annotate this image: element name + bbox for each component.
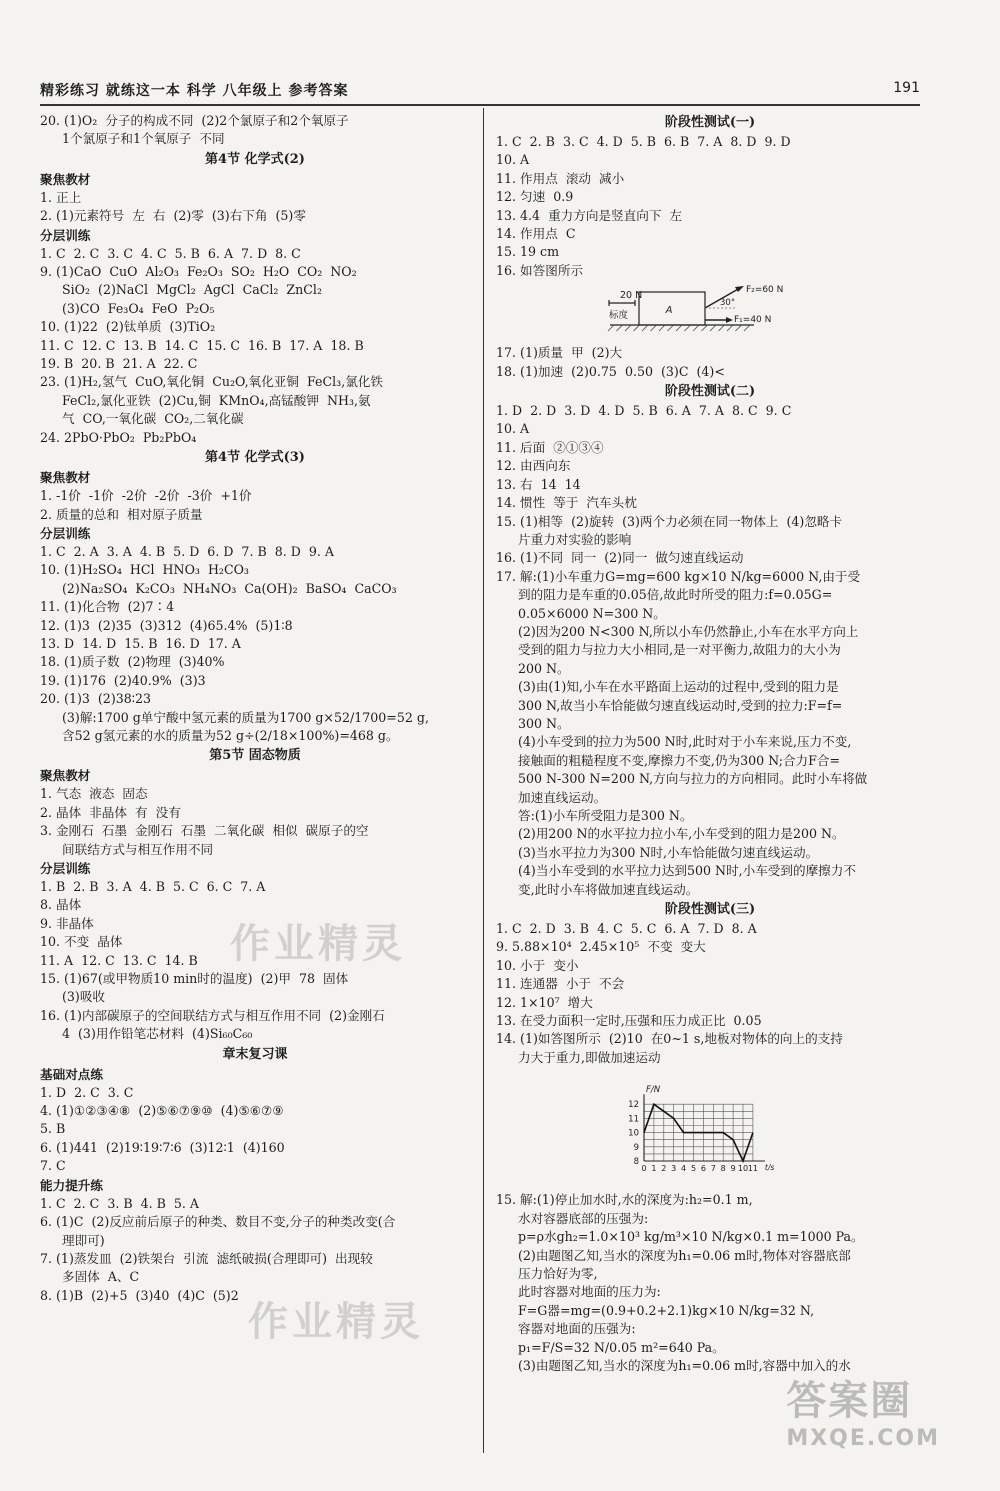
section-title: 阶段性测试(三) xyxy=(664,902,756,918)
answer-line: 答:(1)小车所受阻力是300 N。 xyxy=(518,808,693,823)
section-title: 第4节 化学式(2) xyxy=(205,151,305,167)
answer-line: 9. 非晶体 xyxy=(40,915,94,931)
page-number: 191 xyxy=(893,80,920,96)
answer-line: 18. (1)加速 (2)0.75 0.50 (3)C (4)< xyxy=(496,363,725,379)
answer-line: 10. A xyxy=(496,421,530,437)
answer-line: 300 N,故当小车恰能做匀速直线运动时,受到的拉力:F=f= xyxy=(518,697,843,713)
chart-svg xyxy=(496,1067,924,1191)
answer-line: 7. C xyxy=(40,1158,66,1174)
answer-line: 16. (1)不同 同一 (2)同一 做匀速直线运动 xyxy=(496,550,744,566)
ground-hatch xyxy=(668,325,674,331)
subsection-label: 聚焦教材 xyxy=(40,171,91,187)
chart-x-tick: 6 xyxy=(700,1164,706,1174)
answer-line: 20. (1)3 (2)38∶23 xyxy=(40,691,152,707)
ground-hatch xyxy=(719,325,725,331)
answer-line: SiO₂ (2)NaCl MgCl₂ AgCl CaCl₂ ZnCl₂ xyxy=(62,282,323,298)
answer-line: 加速直线运动。 xyxy=(518,789,607,805)
answer-line: 500 N-300 N=200 N,方向与拉力的方向相同。此时小车将做 xyxy=(518,771,868,787)
answer-line: 12. 1×10⁷ 增大 xyxy=(496,994,593,1010)
answer-line: 1个氯原子和1个氧原子 不同 xyxy=(62,131,225,147)
answer-line: 11. C 12. C 13. B 14. C 15. C 16. B 17. A 18. B xyxy=(40,337,364,353)
answer-line: 10. A xyxy=(496,152,530,168)
answer-line: 1. C 2. B 3. C 4. D 5. B 6. B 7. A 8. D 9. D xyxy=(496,134,791,149)
chart-x-tick: 7 xyxy=(710,1164,716,1174)
force-f2-label: F₂=60 N xyxy=(746,285,784,296)
answer-line: 15. 解:(1)停止加水时,水的深度为:h₂=0.1 m, xyxy=(496,1192,753,1208)
header-title: 精彩练习 就练这一本 科学 八年级上 参考答案 xyxy=(40,83,349,99)
section-title: 第4节 化学式(3) xyxy=(205,450,305,466)
answer-line: p₁=F/S=32 N/0.05 m²=640 Pa。 xyxy=(518,1339,725,1355)
answer-line: 15. (1)67(或甲物质10 min时的温度) (2)甲 78 固体 xyxy=(40,971,349,987)
block-a-label: A xyxy=(665,305,673,317)
answer-line: 含52 g氢元素的水的质量为52 g÷(2/18×100%)=468 g。 xyxy=(62,727,399,743)
force-f2-head xyxy=(735,286,744,292)
answer-line: 理即可) xyxy=(62,1232,105,1248)
angle-label: 30° xyxy=(720,298,736,309)
answer-line: 14. 作用点 C xyxy=(496,226,576,242)
answer-line: 1. D 2. C 3. C xyxy=(40,1084,134,1100)
column-divider xyxy=(483,108,484,1453)
answer-line: F=G器=mg=(0.9+0.2+2.1)kg×10 N/kg=32 N, xyxy=(518,1302,815,1318)
ground-hatch xyxy=(608,325,614,331)
answer-line: 1. C 2. C 3. B 4. B 5. A xyxy=(40,1195,199,1211)
answer-line: 接触面的粗糙程度不变,摩擦力不变,仍为300 N;合力F合= xyxy=(518,752,841,768)
ground-hatch xyxy=(702,325,708,331)
chart-y-tick: 8 xyxy=(633,1157,639,1168)
left-column xyxy=(40,112,470,1305)
answer-line: 力大于重力,即做加速运动 xyxy=(518,1049,661,1065)
answer-line: 0.05×6000 N=300 N。 xyxy=(518,605,666,621)
chart-x-tick: 4 xyxy=(681,1164,687,1174)
chart-x-tick: 0 xyxy=(641,1164,647,1174)
logo-main: 答案圈 xyxy=(786,1378,913,1424)
answer-line: 11. 后面 ②①③④ xyxy=(496,439,604,455)
force-diagram xyxy=(496,280,924,344)
ground-hatch xyxy=(727,325,733,331)
chart-x-tick: 11 xyxy=(747,1164,758,1174)
section-title: 第5节 固态物质 xyxy=(209,748,301,764)
ground-hatch xyxy=(659,325,665,331)
answer-line: 多固体 A、C xyxy=(62,1269,140,1285)
answer-line: 3. 金刚石 石墨 金刚石 石墨 二氧化碳 相似 碳原子的空 xyxy=(40,823,369,839)
answer-line: 14. (1)如答图所示 (2)10 在0~1 s,地板对物体的向上的支持 xyxy=(496,1031,843,1047)
scale-label: 标度 xyxy=(609,310,629,322)
answer-line: 14. 惯性 等于 汽车头枕 xyxy=(496,495,637,511)
chart-y-tick: 11 xyxy=(628,1114,639,1125)
answer-line: 15. 19 cm xyxy=(496,244,560,260)
chart-x-tick: 3 xyxy=(671,1164,677,1174)
answer-line: 9. (1)CaO CuO Al₂O₃ Fe₂O₃ SO₂ H₂O CO₂ NO₂ xyxy=(40,264,357,280)
answer-line: 10. (1)H₂SO₄ HCl HNO₃ H₂CO₃ xyxy=(40,562,249,578)
answer-line: 6. (1)C (2)反应前后原子的种类、数目不变,分子的种类改变(合 xyxy=(40,1214,396,1230)
subsection-label: 能力提升练 xyxy=(40,1177,103,1193)
watermark-center: 作业精灵 xyxy=(230,921,406,967)
ground-hatch xyxy=(744,325,750,331)
answer-line: 到的阻力是车重的0.05倍,故此时所受的阻力:f=0.05G= xyxy=(518,587,833,603)
answer-line: (2)由题图乙知,当水的深度为h₁=0.06 m时,物体对容器底部 xyxy=(518,1247,851,1263)
chart-figure xyxy=(496,1067,924,1191)
page-header xyxy=(40,80,920,106)
subsection-label: 基础对点练 xyxy=(40,1066,103,1082)
answer-line: 10. 小于 变小 xyxy=(496,957,579,973)
answer-line: (4)当小车受到的水平拉力达到500 N时,小车受到的摩擦力不 xyxy=(518,863,856,879)
answer-line: 此时容器对地面的压力为: xyxy=(518,1284,661,1300)
answer-line: 16. 如答图所示 xyxy=(496,262,584,278)
chart-x-tick: 1 xyxy=(651,1164,657,1174)
subsection-label: 分层训练 xyxy=(40,227,91,243)
answer-line: 1. 气态 液态 固态 xyxy=(40,786,148,802)
answer-line: 气 CO,一氧化碳 CO₂,二氧化碳 xyxy=(62,411,244,427)
answer-line: 12. 由西向东 xyxy=(496,458,571,474)
answer-line: 11. A 12. C 13. C 14. B xyxy=(40,952,198,968)
answer-line: 13. 4.4 重力方向是竖直向下 左 xyxy=(496,207,683,223)
answer-line: (3)由(1)知,小车在水平路面上运动的过程中,受到的阻力是 xyxy=(518,679,839,695)
answer-line: 10. (1)22 (2)钛单质 (3)TiO₂ xyxy=(40,319,216,335)
answer-line: 12. (1)3 (2)35 (3)312 (4)65.4% (5)1∶8 xyxy=(40,617,293,633)
answer-line: 300 N。 xyxy=(518,715,570,731)
answer-line: 15. (1)相等 (2)旋转 (3)两个力必须在同一物体上 (4)忽略卡 xyxy=(496,513,843,529)
chart-x-tick: 10 xyxy=(737,1164,749,1174)
answer-line: FeCl₂,氯化亚铁 (2)Cu,铜 KMnO₄,高锰酸钾 NH₃,氨 xyxy=(62,392,371,408)
answer-line: 11. 连通器 小于 不会 xyxy=(496,976,625,992)
subsection-label: 分层训练 xyxy=(40,861,91,876)
chart-x-label: t/s xyxy=(764,1163,775,1173)
force-f1-label: F₁=40 N xyxy=(734,315,772,326)
answer-line: 1. -1价 -1价 -2价 -2价 -3价 +1价 xyxy=(40,488,252,504)
answer-line: 容器对地面的压强为: xyxy=(518,1321,636,1337)
answer-line: 压力恰好为零, xyxy=(518,1265,598,1281)
answer-line: p=ρ水gh₂=1.0×10³ kg/m³×10 N/kg×0.1 m=1000 Pa。 xyxy=(518,1229,864,1245)
answer-line: 13. 右 14 14 xyxy=(496,476,581,492)
answer-line: 9. 5.88×10⁴ 2.45×10⁵ 不变 变大 xyxy=(496,939,706,955)
chart-y-tick: 10 xyxy=(628,1128,639,1139)
answer-line: 2. (1)元素符号 左 右 (2)零 (3)右下角 (5)零 xyxy=(40,208,306,224)
ground-hatch xyxy=(676,325,682,331)
answer-line: 11. 作用点 滚动 减小 xyxy=(496,170,625,186)
answer-line: 变,此时小车将做加速直线运动。 xyxy=(518,881,699,897)
answer-line: 23. (1)H₂,氢气 CuO,氧化铜 Cu₂O,氧化亚铜 FeCl₃,氯化铁 xyxy=(40,374,383,390)
right-column xyxy=(496,112,924,1375)
answer-line: 受到的阻力与拉力大小相同,是一对平衡力,故阻力的大小为 xyxy=(518,642,841,658)
answer-line: (3)吸收 xyxy=(62,989,106,1005)
answer-line: 1. C 2. D 3. B 4. C 5. C 6. A 7. D 8. A xyxy=(496,921,757,937)
answer-line: 6. (1)441 (2)19∶19∶7∶6 (3)12∶1 (4)160 xyxy=(40,1139,285,1155)
ground-hatch xyxy=(625,325,631,331)
logo-sub: MXQE.COM xyxy=(786,1426,940,1451)
answer-line: (3)解:1700 g单宁酸中氢元素的质量为1700 g×52/1700=52 g, xyxy=(62,709,429,725)
answer-line: 1. D 2. D 3. D 4. D 5. B 6. A 7. A 8. C 9. C xyxy=(496,403,792,419)
answer-line: 13. 在受力面积一定时,压强和压力成正比 0.05 xyxy=(496,1013,762,1029)
section-title: 阶段性测试(二) xyxy=(664,384,756,400)
answer-line: 24. 2PbO·PbO₂ Pb₂PbO₄ xyxy=(40,429,197,445)
force-diagram-svg xyxy=(496,280,924,344)
chart-x-tick: 9 xyxy=(730,1164,736,1174)
answer-line: (4)小车受到的拉力为500 N时,此时对于小车来说,压力不变, xyxy=(518,734,852,750)
answer-line: 7. (1)蒸发皿 (2)铁架台 引流 滤纸破损(合理即可) 出现较 xyxy=(40,1250,373,1266)
answer-line: 13. D 14. D 15. B 16. D 17. A xyxy=(40,635,241,651)
answer-line: 5. B xyxy=(40,1121,66,1137)
answer-line: 1. B 2. B 3. A 4. B 5. C 6. C 7. A xyxy=(40,879,266,894)
site-logo xyxy=(786,1369,940,1451)
chart-y-tick: 9 xyxy=(633,1143,639,1154)
answer-line: 10. 不变 晶体 xyxy=(40,934,123,950)
answer-line: 17. (1)质量 甲 (2)大 xyxy=(496,345,623,361)
chart-x-tick: 2 xyxy=(661,1164,667,1174)
answer-line: 间联结方式与相互作用不同 xyxy=(62,841,214,857)
answer-line: 11. (1)化合物 (2)7∶4 xyxy=(40,599,175,615)
answer-line: (3)由题图乙知,当水的深度为h₁=0.06 m时,容器中加入的水 xyxy=(518,1357,851,1373)
answer-line: 200 N。 xyxy=(518,660,570,676)
answer-line: (3)CO Fe₃O₄ FeO P₂O₅ xyxy=(62,300,215,316)
answer-line: 2. 质量的总和 相对原子质量 xyxy=(40,506,203,522)
ground-hatch xyxy=(710,325,716,331)
subsection-label: 聚焦教材 xyxy=(40,470,91,486)
ground-hatch xyxy=(736,325,742,331)
watermark-lower: 作业精灵 xyxy=(248,1299,424,1345)
ground-hatch xyxy=(685,325,691,331)
answer-line: 1. 正上 xyxy=(40,189,82,205)
chart-y-tick: 12 xyxy=(628,1100,639,1111)
answer-line: 19. (1)176 (2)40.9% (3)3 xyxy=(40,672,206,688)
ground-hatch xyxy=(693,325,699,331)
ground-hatch xyxy=(634,325,640,331)
answer-line: 20. (1)O₂ 分子的构成不同 (2)2个氯原子和2个氧原子 xyxy=(40,113,349,128)
answer-line: 1. C 2. C 3. C 4. C 5. B 6. A 7. D 8. C xyxy=(40,245,301,261)
ground-hatch xyxy=(642,325,648,331)
answer-line: 16. (1)内部碳原子的空间联结方式与相互作用不同 (2)金刚石 xyxy=(40,1007,385,1023)
weight-label: 20 N xyxy=(620,290,643,302)
answer-line: 17. 解:(1)小车重力G=mg=600 kg×10 N/kg=6000 N,由于受 xyxy=(496,568,861,584)
answer-line: 1. C 2. A 3. A 4. B 5. D 6. D 7. B 8. D 9. A xyxy=(40,543,334,559)
answer-line: 8. (1)B (2)+5 (3)40 (4)C (5)2 xyxy=(40,1287,239,1303)
force-f1-head xyxy=(726,317,733,323)
answer-line: 水对容器底部的压强为: xyxy=(518,1210,649,1226)
section-title: 阶段性测试(一) xyxy=(664,115,756,130)
subsection-label: 聚焦教材 xyxy=(40,768,91,784)
chart-x-tick: 8 xyxy=(720,1164,726,1174)
answer-line: 4. (1)①②③④⑧ (2)⑤⑥⑦⑨⑩ (4)⑤⑥⑦⑨ xyxy=(40,1103,284,1119)
answer-line: (3)当水平拉力为300 N时,小车恰能做匀速直线运动。 xyxy=(518,844,819,860)
answer-line: 2. 晶体 非晶体 有 没有 xyxy=(40,804,181,820)
chart-x-tick: 5 xyxy=(690,1164,697,1174)
answer-line: 片重力对实验的影响 xyxy=(518,531,632,547)
subsection-label: 分层训练 xyxy=(40,525,91,541)
answer-line: 8. 晶体 xyxy=(40,897,82,913)
section-title: 章末复习课 xyxy=(222,1046,288,1062)
answer-line: (2)Na₂SO₄ K₂CO₃ NH₄NO₃ Ca(OH)₂ BaSO₄ CaCO₃ xyxy=(62,580,397,596)
answer-line: (2)用200 N的水平拉力拉小车,小车受到的阻力是200 N。 xyxy=(518,826,845,842)
ground-hatch xyxy=(617,325,623,331)
answer-line: 19. B 20. B 21. A 22. C xyxy=(40,356,198,372)
ground-hatch xyxy=(651,325,657,331)
answer-line: 12. 匀速 0.9 xyxy=(496,189,574,205)
answer-line: (2)因为200 N<300 N,所以小车仍然静止,小车在水平方向上 xyxy=(518,623,859,639)
chart-y-label: F/N xyxy=(646,1085,661,1096)
answer-line: 4 (3)用作铅笔芯材料 (4)Si₆₀C₆₀ xyxy=(62,1026,253,1042)
answer-line: 18. (1)质子数 (2)物理 (3)40% xyxy=(40,654,225,670)
